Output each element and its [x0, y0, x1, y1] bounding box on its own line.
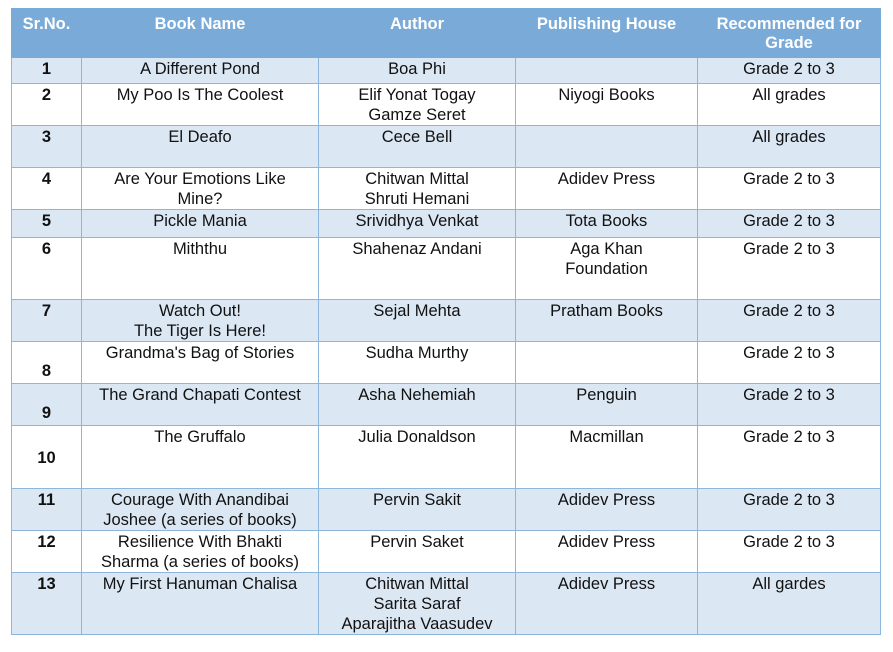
table-row: [12, 84, 881, 126]
table-row: [12, 300, 881, 342]
row-book-name: Are Your Emotions Like Mine?: [82, 168, 319, 210]
row-author: Boa Phi: [319, 58, 516, 84]
row-author: Shahenaz Andani: [319, 238, 516, 300]
header-publishing-house: Publishing House: [516, 9, 698, 58]
row-sr-no: 13: [12, 573, 82, 635]
row-book-name: A Different Pond: [82, 58, 319, 84]
table-header-row: [12, 9, 881, 58]
row-grade: Grade 2 to 3: [698, 426, 881, 489]
row-grade: Grade 2 to 3: [698, 300, 881, 342]
row-book-name: My First Hanuman Chalisa: [82, 573, 319, 635]
row-grade: Grade 2 to 3: [698, 168, 881, 210]
table-row: [12, 573, 881, 635]
table-row: [12, 168, 881, 210]
row-author: Sejal Mehta: [319, 300, 516, 342]
table-row: [12, 489, 881, 531]
row-book-name: The Gruffalo: [82, 426, 319, 489]
row-author: Chitwan Mittal Shruti Hemani: [319, 168, 516, 210]
row-book-name: Courage With Anandibai Joshee (a series of books): [82, 489, 319, 531]
row-sr-no: 5: [12, 210, 82, 238]
row-sr-no: 12: [12, 531, 82, 573]
row-author: Elif Yonat Togay Gamze Seret: [319, 84, 516, 126]
row-grade: All grades: [698, 126, 881, 168]
row-book-name: El Deafo: [82, 126, 319, 168]
row-grade: Grade 2 to 3: [698, 384, 881, 426]
table-row: [12, 126, 881, 168]
table-row: [12, 384, 881, 426]
row-author: Chitwan Mittal Sarita Saraf Aparajitha Vaasudev: [319, 573, 516, 635]
row-sr-no: 9: [12, 384, 82, 426]
row-author: Julia Donaldson: [319, 426, 516, 489]
row-sr-no: 4: [12, 168, 82, 210]
row-author: Cece Bell: [319, 126, 516, 168]
row-sr-no: 6: [12, 238, 82, 300]
row-grade: All gardes: [698, 573, 881, 635]
row-sr-no: 7: [12, 300, 82, 342]
header-author: Author: [319, 9, 516, 58]
row-sr-no: 11: [12, 489, 82, 531]
header-book-name: Book Name: [82, 9, 319, 58]
row-sr-no: 3: [12, 126, 82, 168]
row-book-name: Resilience With Bhakti Sharma (a series of books): [82, 531, 319, 573]
row-author: Pervin Sakit: [319, 489, 516, 531]
row-book-name: Grandma's Bag of Stories: [82, 342, 319, 384]
row-book-name: Miththu: [82, 238, 319, 300]
row-publisher: Penguin: [516, 384, 698, 426]
row-publisher: Adidev Press: [516, 168, 698, 210]
table-row: [12, 342, 881, 384]
header-sr-no: Sr.No.: [12, 9, 82, 58]
row-author: Sudha Murthy: [319, 342, 516, 384]
row-grade: Grade 2 to 3: [698, 342, 881, 384]
row-sr-no: 2: [12, 84, 82, 126]
row-author: Pervin Saket: [319, 531, 516, 573]
row-publisher: Adidev Press: [516, 531, 698, 573]
table-row: [12, 426, 881, 489]
row-publisher: [516, 126, 698, 168]
row-sr-no: 10: [12, 426, 82, 489]
table-row: [12, 238, 881, 300]
row-book-name: Watch Out! The Tiger Is Here!: [82, 300, 319, 342]
table-row: [12, 531, 881, 573]
row-grade: Grade 2 to 3: [698, 58, 881, 84]
row-grade: Grade 2 to 3: [698, 489, 881, 531]
row-book-name: Pickle Mania: [82, 210, 319, 238]
row-publisher: Adidev Press: [516, 573, 698, 635]
row-grade: Grade 2 to 3: [698, 210, 881, 238]
table-row: [12, 58, 881, 84]
row-book-name: The Grand Chapati Contest: [82, 384, 319, 426]
row-publisher: Macmillan: [516, 426, 698, 489]
header-recommended-grade: Recommended for Grade: [698, 9, 881, 58]
row-publisher: Adidev Press: [516, 489, 698, 531]
row-publisher: Aga Khan Foundation: [516, 238, 698, 300]
row-sr-no: 8: [12, 342, 82, 384]
row-publisher: Tota Books: [516, 210, 698, 238]
book-list-table: [11, 8, 881, 635]
row-publisher: Pratham Books: [516, 300, 698, 342]
row-publisher: [516, 58, 698, 84]
row-sr-no: 1: [12, 58, 82, 84]
row-book-name: My Poo Is The Coolest: [82, 84, 319, 126]
row-grade: All grades: [698, 84, 881, 126]
row-grade: Grade 2 to 3: [698, 238, 881, 300]
row-publisher: [516, 342, 698, 384]
row-publisher: Niyogi Books: [516, 84, 698, 126]
table-row: [12, 210, 881, 238]
row-author: Srividhya Venkat: [319, 210, 516, 238]
row-grade: Grade 2 to 3: [698, 531, 881, 573]
row-author: Asha Nehemiah: [319, 384, 516, 426]
